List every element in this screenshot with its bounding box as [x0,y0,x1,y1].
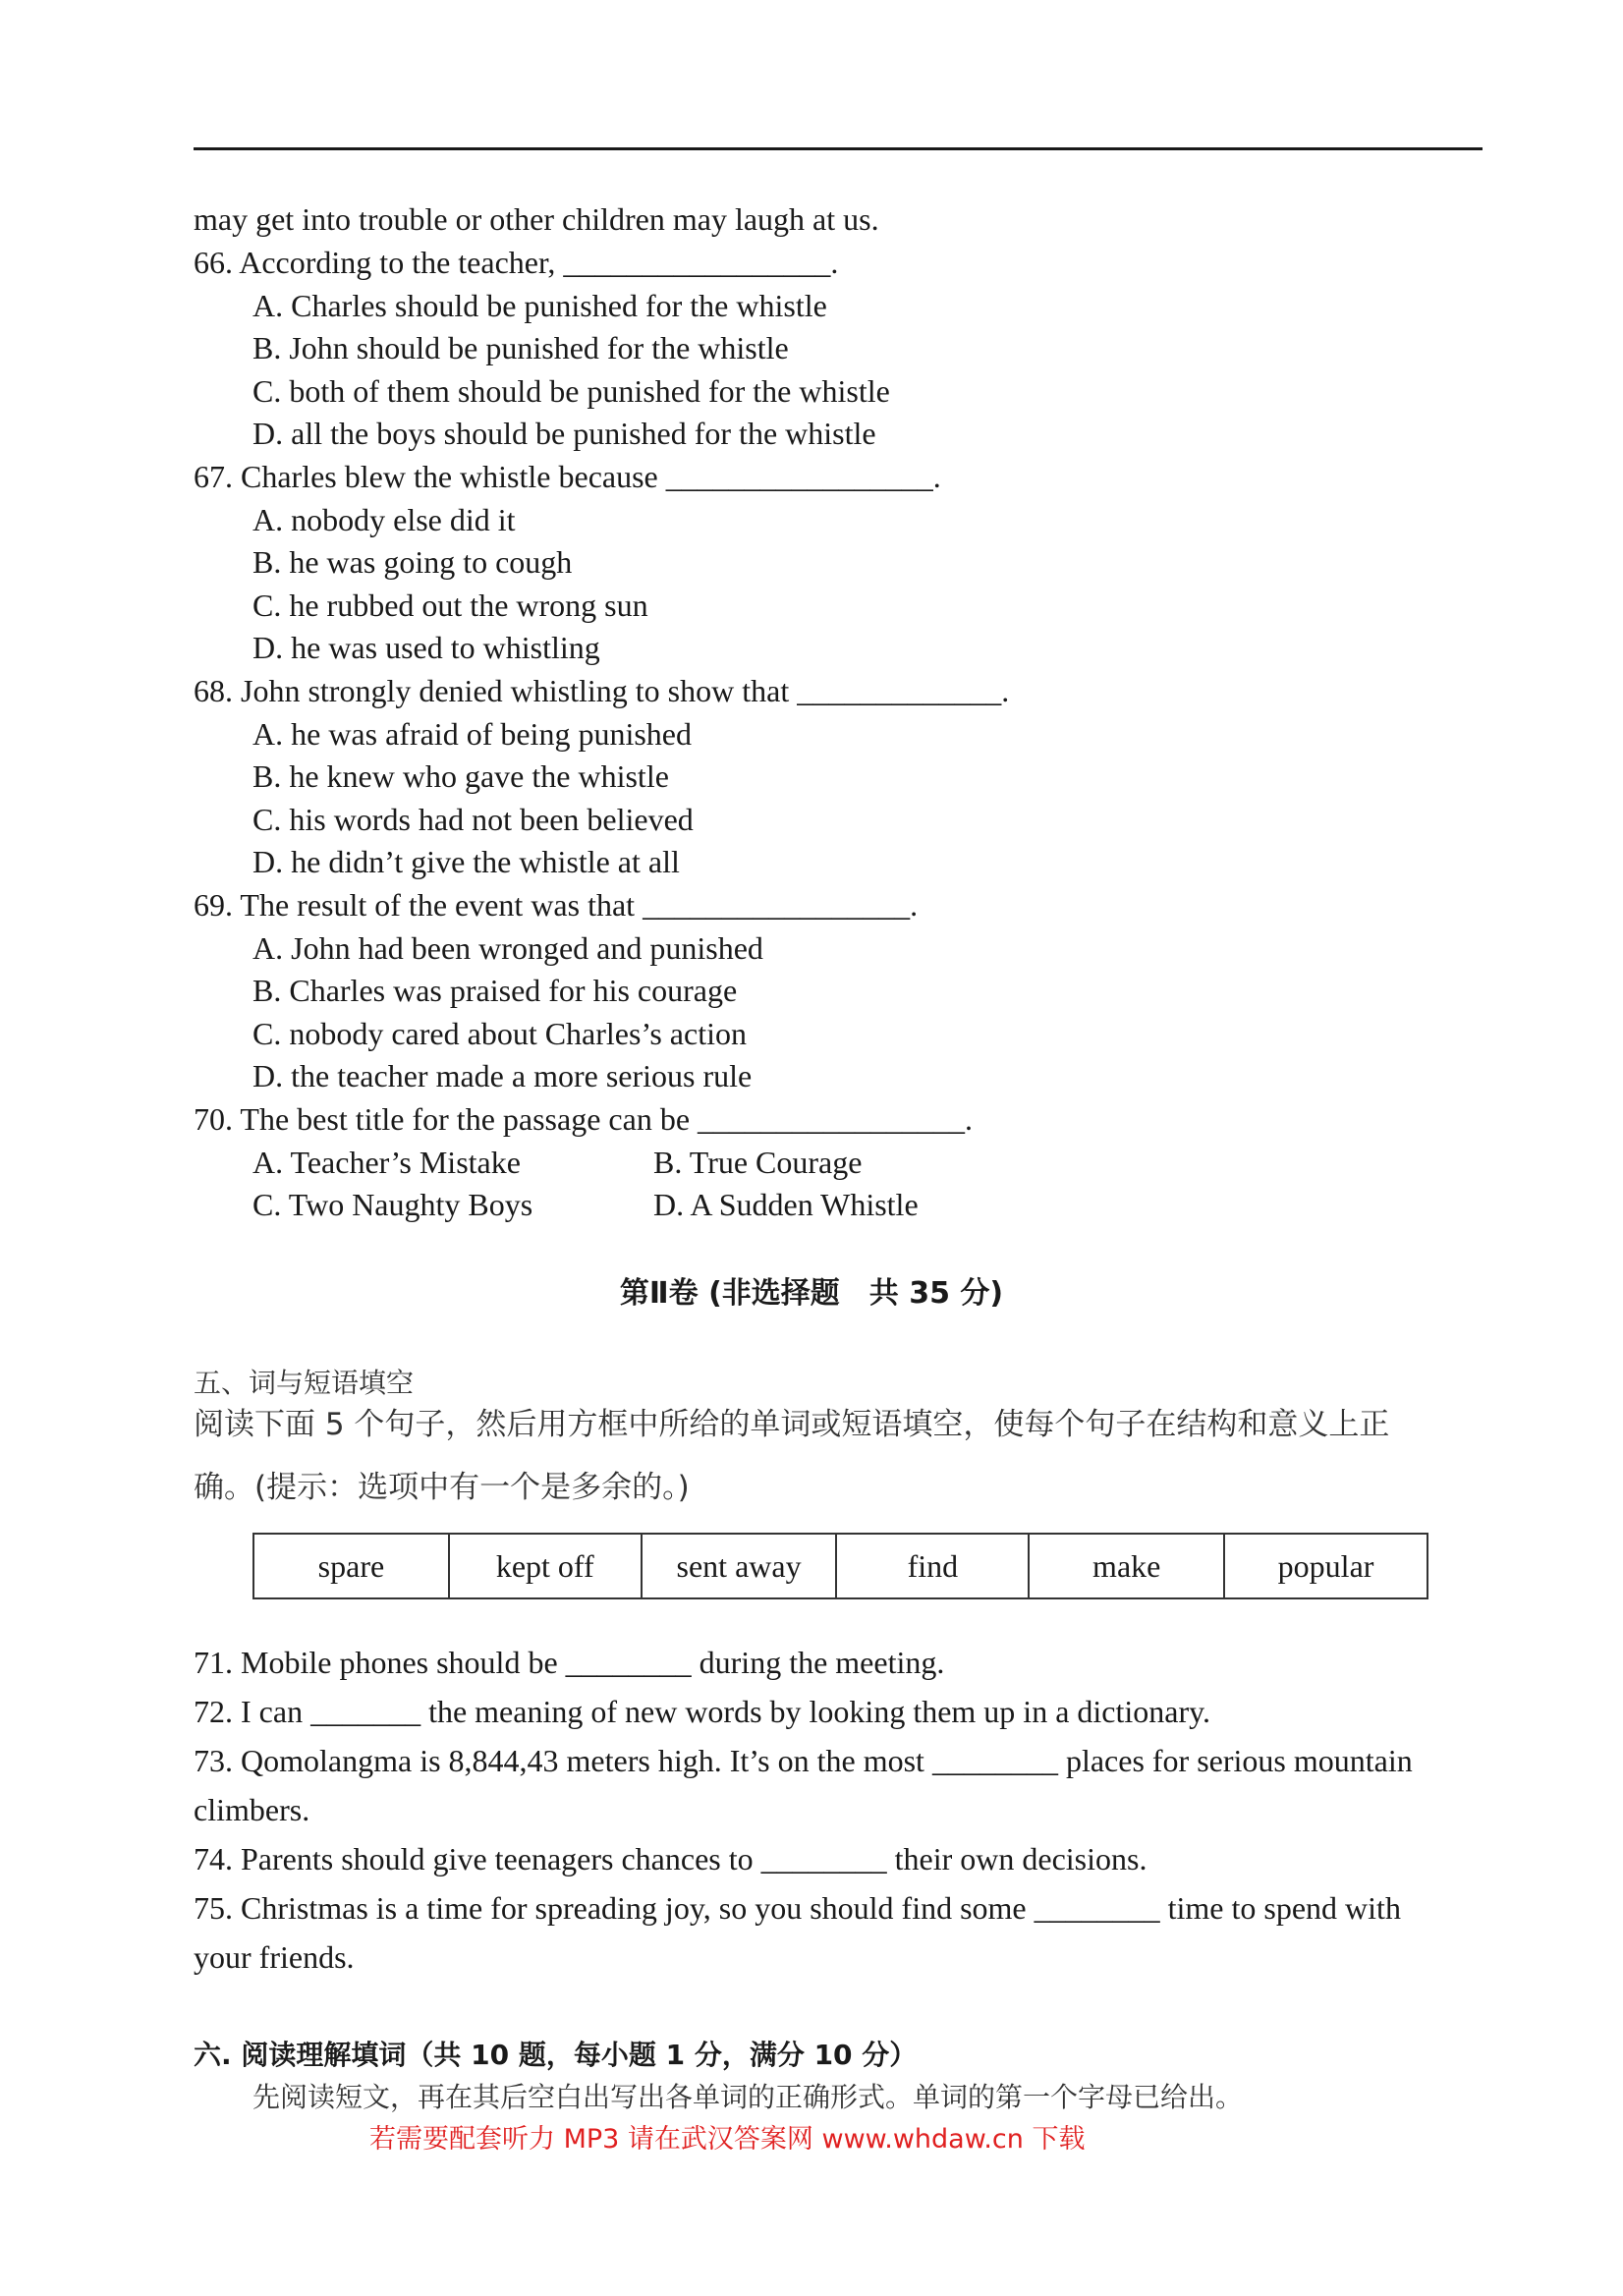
question-70-option-d: D. A Sudden Whistle [653,1187,919,1222]
question-71: 71. Mobile phones should be ________ during the meeting. [194,1645,945,1680]
word-bank-table [252,1533,1428,1599]
question-67-option-a: A. nobody else did it [252,502,516,537]
question-67-option-b: B. he was going to cough [252,544,573,580]
question-70-option-c: C. Two Naughty Boys [252,1187,533,1222]
header-rule [194,147,1483,150]
question-67-option-d: D. he was used to whistling [252,630,600,665]
question-69-option-d: D. the teacher made a more serious rule [252,1058,753,1093]
question-66-option-a: A. Charles should be punished for the whistle [252,288,827,323]
question-66-option-b: B. John should be punished for the whistle [252,330,789,365]
question-68-option-c: C. his words had not been believed [252,802,694,837]
word-bank-item: spare [253,1534,449,1598]
passage-continuation: may get into trouble or other children may laugh at us. [194,201,879,237]
part2-title: 第Ⅱ卷 (非选择题 共 35 分) [619,1276,1004,1311]
question-69-option-b: B. Charles was praised for his courage [252,973,738,1008]
section5-instruction-line2: 确。(提示：选项中有一个是多余的。) [194,1470,690,1505]
question-66-option-c: C. both of them should be punished for the whistle [252,373,890,409]
question-70-stem: 70. The best title for the passage can be _________________. [194,1101,974,1137]
question-66-option-d: D. all the boys should be punished for the whistle [252,416,876,451]
question-69-stem: 69. The result of the event was that _________________. [194,887,919,923]
question-69-option-a: A. John had been wronged and punished [252,930,763,966]
word-bank-item: sent away [642,1534,837,1598]
section5-heading: 五、词与短语填空 [194,1367,415,1399]
question-74: 74. Parents should give teenagers chances to ________ their own decisions. [194,1841,1147,1876]
question-73: 73. Qomolangma is 8,844,43 meters high. It’s on the most ________ places for serious mountain [194,1743,1413,1778]
question-75-continued: your friends. [194,1939,355,1975]
question-73-continued: climbers. [194,1792,310,1827]
section6-instruction: 先阅读短文，再在其后空白出写出各单词的正确形式。单词的第一个字母已给出。 [252,2081,1244,2113]
section5-instruction-line1: 阅读下面 5 个句子，然后用方框中所给的单词或短语填空，使每个句子在结构和意义上正 [194,1407,1390,1442]
word-bank-item: popular [1224,1534,1427,1598]
question-70-option-a: A. Teacher’s Mistake [252,1145,521,1180]
word-bank-item: find [836,1534,1029,1598]
word-bank-item: make [1029,1534,1224,1598]
question-68-option-d: D. he didn’t give the whistle at all [252,844,680,879]
question-68-option-a: A. he was afraid of being punished [252,716,692,752]
question-68-option-b: B. he knew who gave the whistle [252,758,669,794]
question-70-option-b: B. True Courage [653,1145,863,1180]
question-67-stem: 67. Charles blew the whistle because _________________. [194,459,941,494]
section6-heading: 六. 阅读理解填词（共 10 题，每小题 1 分，满分 10 分） [194,2039,918,2071]
question-67-option-c: C. he rubbed out the wrong sun [252,588,648,623]
question-75: 75. Christmas is a time for spreading joy, so you should find some ________ time to spend with [194,1890,1401,1926]
question-72: 72. I can _______ the meaning of new words by looking them up in a dictionary. [194,1694,1211,1729]
footer-download-note: 若需要配套听力 MP3 请在武汉答案网 www.whdaw.cn 下载 [369,2124,1086,2155]
question-68-stem: 68. John strongly denied whistling to show that _____________. [194,673,1010,708]
question-66-stem: 66. According to the teacher, _________________. [194,245,839,280]
word-bank-item: kept off [449,1534,642,1598]
question-69-option-c: C. nobody cared about Charles’s action [252,1016,747,1051]
